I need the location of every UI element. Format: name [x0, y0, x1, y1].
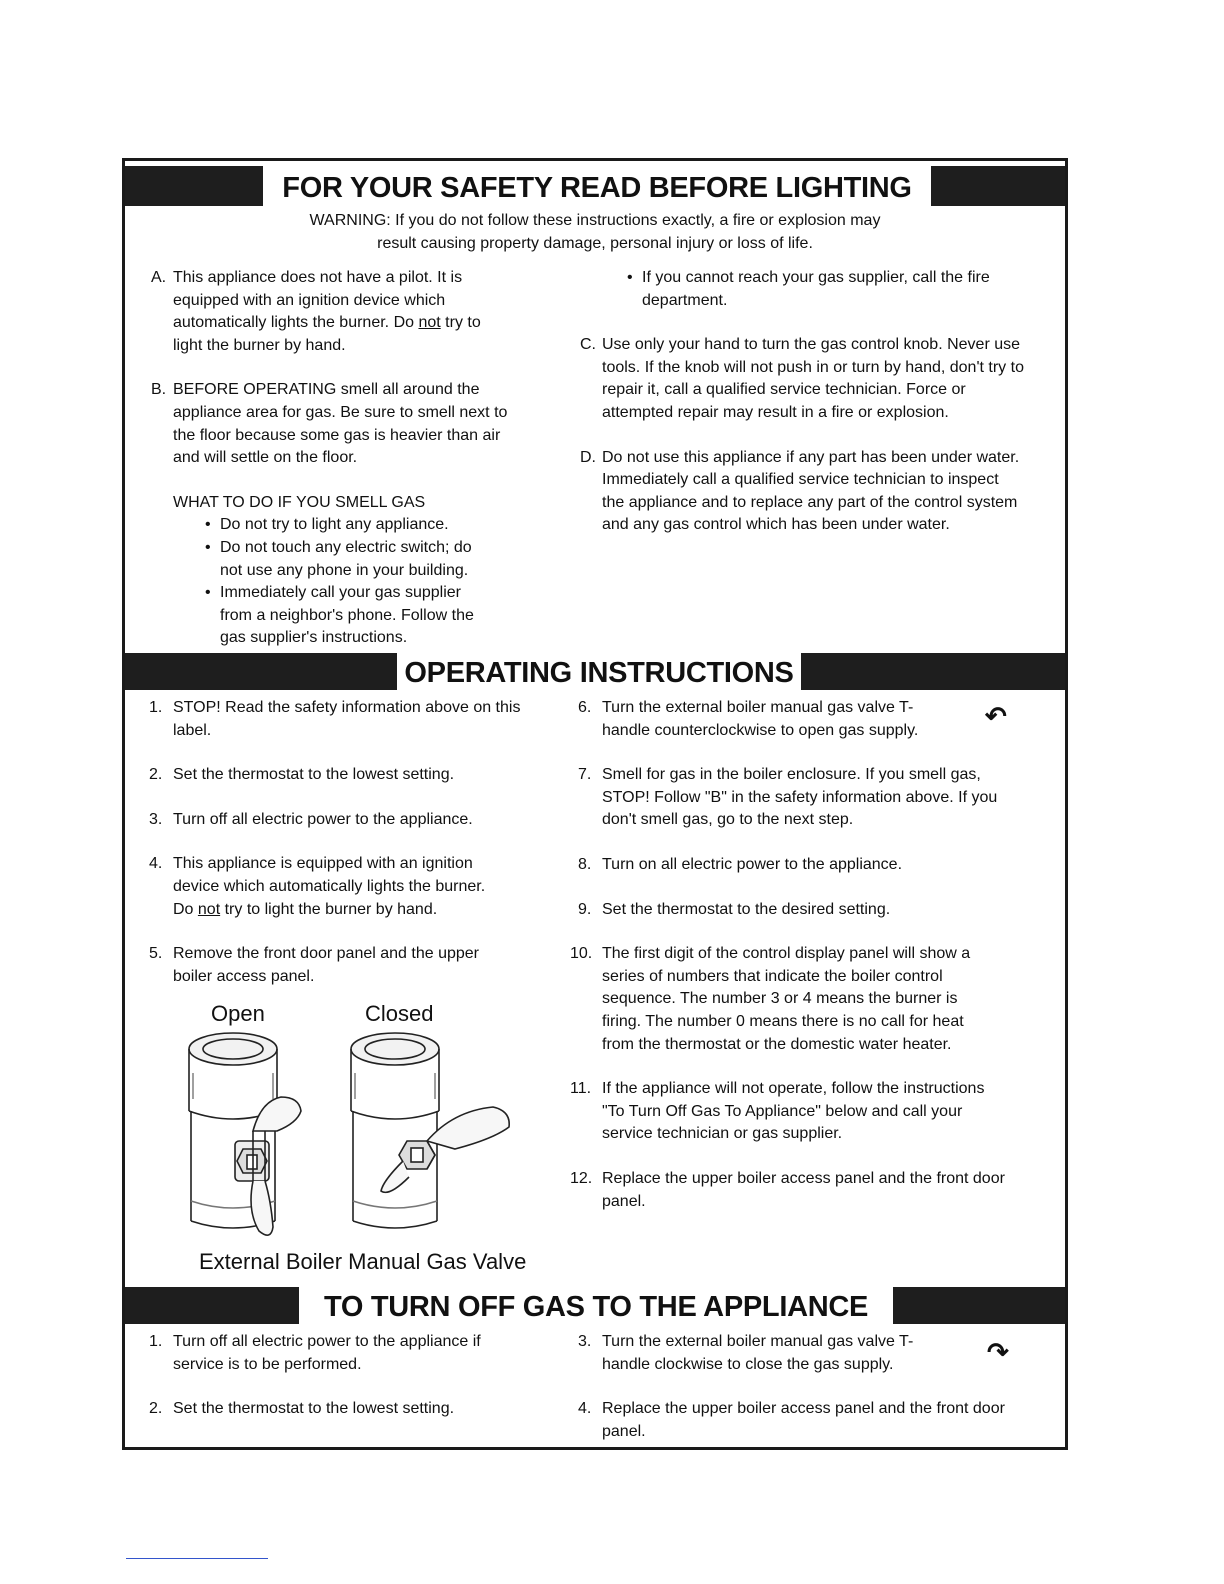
operating-step-9: 9. Set the thermostat to the desired setting.	[578, 900, 891, 918]
safety-right-column	[580, 267, 1025, 537]
operating-step-11: 11. If the appliance will not operate, follow the instructions "To Turn Off Gas To Appliance" below and call your service technician or gas supplier.	[570, 1080, 985, 1143]
safety-left-column	[151, 267, 511, 650]
turnoff-step-1: 1. Turn off all electric power to the appliance if service is to be performed.	[149, 1333, 481, 1373]
warning-text: WARNING: If you do not follow these instructions exactly, a fire or explosion may result causing property damage, personal injury or loss of life.	[309, 212, 881, 252]
operating-step-10: 10. The first digit of the control display panel will show a series of numbers that indicate the boiler control sequence. The number 3 or 4 means the burner is firing. The number 0 means there is no call for heat from the thermostat or the domestic water heater.	[570, 945, 971, 1053]
valve-open-label: Open	[211, 1001, 265, 1026]
operating-step-12: 12. Replace the upper boiler access panel and the front door panel.	[570, 1169, 1005, 1210]
safety-title: FOR YOUR SAFETY READ BEFORE LIGHTING	[263, 166, 931, 206]
counterclockwise-arrow-icon: ↶	[985, 701, 1007, 731]
operating-left-column	[151, 697, 521, 988]
bullet-item: • Immediately call your gas supplier from a neighbor's phone. Follow the gas supplier's instructions.	[205, 584, 474, 647]
operating-step-4: 4. This appliance is equipped with an ignition device which automatically lights the burner. Do not try to light the burner by hand.	[149, 855, 486, 918]
operating-step-1: 1. STOP! Read the safety information above on this label.	[149, 699, 521, 739]
bullet-item: • Do not touch any electric switch; do not use any phone in your building.	[205, 538, 472, 579]
turnoff-left-column	[151, 1331, 521, 1421]
turnoff-step-2: 2. Set the thermostat to the lowest setting.	[149, 1400, 455, 1418]
gas-valve-illustration	[181, 1031, 531, 1251]
clockwise-arrow-icon: ↷	[987, 1337, 1009, 1367]
valve-closed-label: Closed	[365, 1001, 434, 1026]
safety-header-bar	[125, 166, 1065, 206]
smell-gas-section	[151, 492, 511, 650]
closed-valve-icon	[351, 1033, 509, 1228]
operating-step-5: 5. Remove the front door panel and the upper boiler access panel.	[149, 945, 479, 985]
operating-step-3: 3. Turn off all electric power to the appliance.	[149, 810, 473, 828]
operating-header-bar	[125, 653, 1065, 690]
safety-item-c: C. Use only your hand to turn the gas control knob. Never use tools. If the knob will not push in or turn by hand, don't try to repair it, call a qualified service technician. Force or attempted repair may result in a fire or explosion.	[580, 336, 1024, 421]
footer-rule	[126, 1558, 268, 1559]
operating-step-2: 2. Set the thermostat to the lowest setting.	[149, 766, 455, 784]
valve-caption: External Boiler Manual Gas Valve	[199, 1249, 527, 1274]
smell-gas-heading: WHAT TO DO IF YOU SMELL GAS	[173, 493, 426, 511]
turnoff-title: TO TURN OFF GAS TO THE APPLIANCE	[299, 1287, 893, 1324]
turnoff-step-3: 3. Turn the external boiler manual gas valve T-handle clockwise to close the gas supply.	[578, 1333, 914, 1373]
operating-title: OPERATING INSTRUCTIONS	[397, 653, 801, 690]
operating-right-column	[570, 697, 1025, 1213]
operating-step-7: 7. Smell for gas in the boiler enclosure. If you smell gas, STOP! Follow "B" in the safety information above. If you don't smell gas, go to the next step.	[578, 766, 998, 829]
safety-item-a: A. This appliance does not have a pilot. It is equipped with an ignition device which automatically lights the burner. Do not try to light the burner by hand.	[151, 269, 481, 354]
safety-label	[122, 158, 1068, 1450]
bullet-item: • If you cannot reach your gas supplier, call the fire department.	[627, 269, 990, 309]
turnoff-right-column	[580, 1331, 1025, 1443]
open-valve-icon	[189, 1033, 301, 1235]
operating-step-8: 8. Turn on all electric power to the appliance.	[578, 855, 903, 873]
bullet-item: • Do not try to light any appliance.	[205, 516, 449, 534]
turnoff-header-bar	[125, 1287, 1065, 1324]
turnoff-step-4: 4. Replace the upper boiler access panel and the front door panel.	[578, 1400, 1005, 1440]
safety-item-d: D. Do not use this appliance if any part has been under water. Immediately call a qualified service technician to inspect the appliance and to replace any part of the control system and any gas control which has been under water.	[580, 448, 1020, 534]
operating-step-6: 6. Turn the external boiler manual gas valve T-handle counterclockwise to open gas supply.	[578, 699, 919, 739]
safety-item-b: B. BEFORE OPERATING smell all around the appliance area for gas. Be sure to smell next to the floor because some gas is heavier than air and will settle on the floor.	[151, 381, 508, 467]
